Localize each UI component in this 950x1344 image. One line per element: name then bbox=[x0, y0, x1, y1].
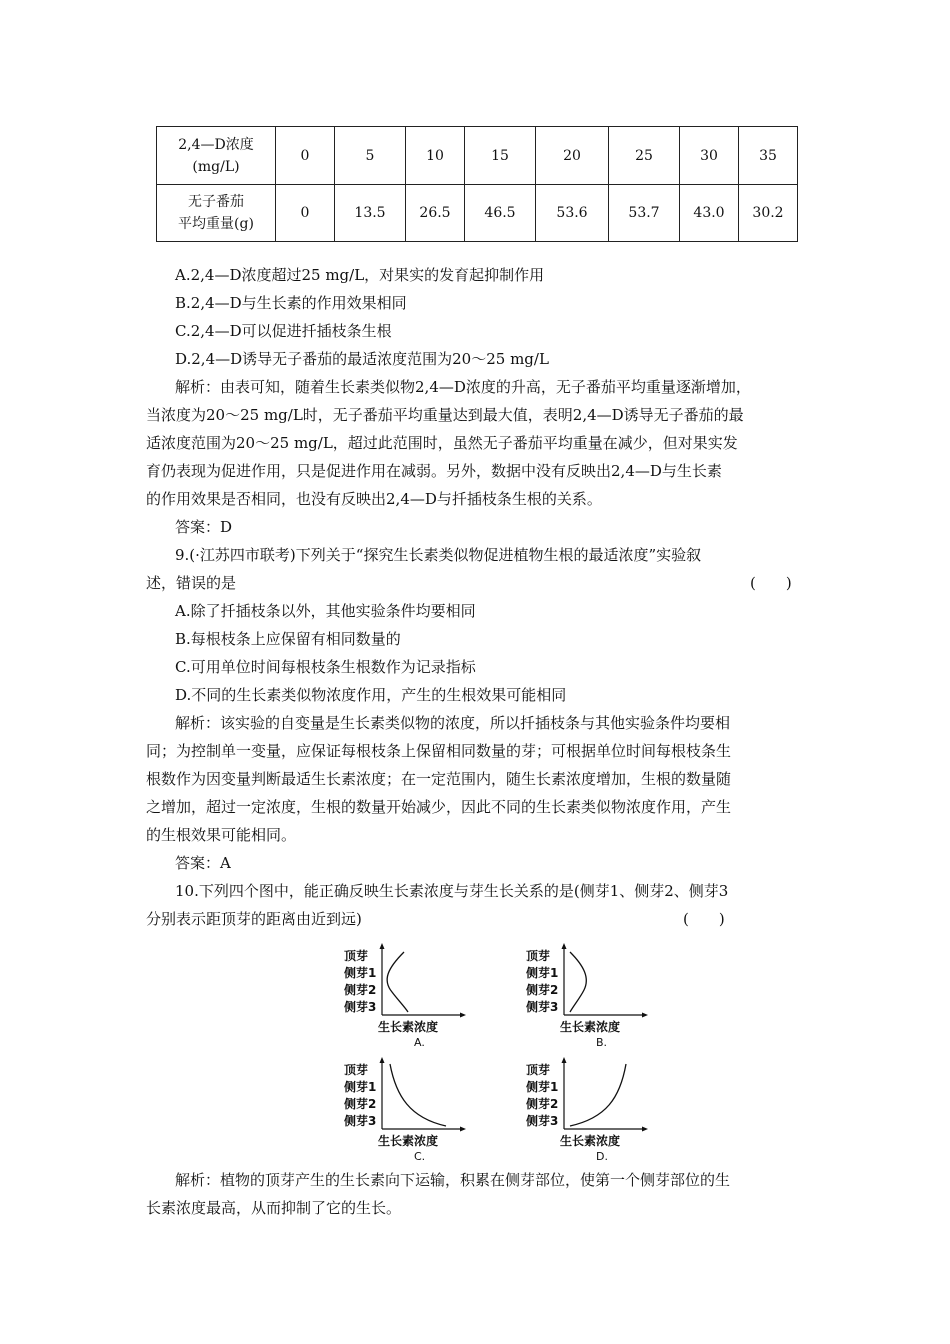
x-axis-arrow bbox=[460, 1127, 466, 1132]
q9-analysis-line: 同；为控制单一变量，应保证每根枝条上保留相同数量的芽；可根据单位时间每根枝条生 bbox=[146, 742, 732, 760]
header-text: (mg/L) bbox=[192, 158, 240, 175]
q9-option-d: D.不同的生长素类似物浓度作用，产生的生根效果可能相同 bbox=[175, 686, 567, 704]
table-cell: 43.0 bbox=[680, 185, 739, 242]
header-text: 2,4—D浓度 bbox=[178, 136, 254, 153]
q10-answer-blank: ( ) bbox=[683, 910, 725, 928]
q9-option-b: B.每根枝条上应保留有相同数量的 bbox=[175, 630, 401, 648]
y-label: 侧芽2 bbox=[526, 983, 559, 997]
q10-stem: 分别表示距顶芽的距离由近到远) bbox=[146, 910, 362, 928]
table-row bbox=[157, 185, 798, 242]
y-label: 顶芽 bbox=[526, 1063, 551, 1077]
table-header-cell bbox=[157, 185, 276, 242]
table-header-cell bbox=[157, 127, 276, 185]
table-cell: 30 bbox=[680, 127, 739, 185]
graph-d bbox=[520, 1056, 650, 1168]
y-axis-arrow bbox=[562, 1057, 567, 1063]
y-axis-arrow bbox=[380, 943, 385, 949]
y-axis-arrow bbox=[380, 1057, 385, 1063]
q9-stem: 9.(·江苏四市联考)下列关于“探究生长素类似物促进植物生根的最适浓度”实验叙 bbox=[175, 546, 702, 564]
y-label: 顶芽 bbox=[344, 949, 369, 963]
table-cell: 53.7 bbox=[609, 185, 680, 242]
x-label: 生长素浓度 bbox=[378, 1020, 439, 1034]
caption-b: B. bbox=[596, 1036, 608, 1049]
q9-option-c: C.可用单位时间每根枝条生根数作为记录指标 bbox=[175, 658, 476, 676]
q8-analysis-line: 解析：由表可知，随着生长素类似物2,4—D浓度的升高，无子番茄平均重量逐渐增加， bbox=[175, 378, 751, 396]
table-cell: 25 bbox=[609, 127, 680, 185]
table-cell: 46.5 bbox=[465, 185, 536, 242]
caption-c: C. bbox=[414, 1150, 426, 1163]
table-cell: 5 bbox=[335, 127, 406, 185]
curve-d bbox=[570, 1064, 626, 1126]
q9-analysis-line: 的生根效果可能相同。 bbox=[146, 826, 297, 844]
q9-stem: 述，错误的是 bbox=[146, 574, 237, 592]
curve-b bbox=[570, 952, 586, 1012]
graph-c bbox=[338, 1056, 468, 1168]
header-text: 无子番茄 bbox=[188, 194, 244, 210]
x-axis-arrow bbox=[642, 1013, 648, 1018]
header-text: 平均重量(g) bbox=[178, 216, 254, 232]
x-label: 生长素浓度 bbox=[560, 1134, 621, 1148]
caption-d: D. bbox=[596, 1150, 608, 1163]
q10-analysis-line: 长素浓度最高，从而抑制了它的生长。 bbox=[146, 1199, 402, 1217]
table-cell: 53.6 bbox=[536, 185, 609, 242]
graph-b bbox=[520, 942, 650, 1054]
q9-analysis-line: 根数作为因变量判断最适生长素浓度；在一定范围内，随生长素浓度增加，生根的数量随 bbox=[146, 770, 732, 788]
table-cell: 35 bbox=[739, 127, 798, 185]
y-axis-arrow bbox=[562, 943, 567, 949]
q8-option-a: A.2,4—D浓度超过25 mg/L，对果实的发育起抑制作用 bbox=[175, 266, 545, 284]
q9-option-a: A.除了扦插枝条以外，其他实验条件均要相同 bbox=[175, 602, 476, 620]
table-cell: 15 bbox=[465, 127, 536, 185]
curve-c bbox=[390, 1064, 446, 1126]
x-axis-arrow bbox=[460, 1013, 466, 1018]
x-label: 生长素浓度 bbox=[378, 1134, 439, 1148]
q10-analysis-line: 解析：植物的顶芽产生的生长素向下运输，积累在侧芽部位，使第一个侧芽部位的生 bbox=[175, 1171, 731, 1189]
table-cell: 30.2 bbox=[739, 185, 798, 242]
y-label: 顶芽 bbox=[344, 1063, 369, 1077]
q8-option-c: C.2,4—D可以促进扦插枝条生根 bbox=[175, 322, 392, 340]
q8-analysis-line: 的作用效果是否相同，也没有反映出2,4—D与扦插枝条生根的关系。 bbox=[146, 490, 602, 508]
y-label: 侧芽1 bbox=[526, 966, 559, 980]
q8-analysis-line: 育仍表现为促进作用，只是促进作用在减弱。另外，数据中没有反映出2,4—D与生长素 bbox=[146, 462, 722, 480]
y-label: 侧芽3 bbox=[526, 1114, 559, 1128]
y-label: 侧芽3 bbox=[344, 1000, 377, 1014]
table-cell: 0 bbox=[276, 185, 335, 242]
q10-stem: 10.下列四个图中，能正确反映生长素浓度与芽生长关系的是(侧芽1、侧芽2、侧芽3 bbox=[175, 882, 729, 900]
table-cell: 0 bbox=[276, 127, 335, 185]
curve-a bbox=[387, 952, 408, 1012]
y-label: 侧芽3 bbox=[526, 1000, 559, 1014]
y-label: 侧芽1 bbox=[526, 1080, 559, 1094]
y-label: 侧芽3 bbox=[344, 1114, 377, 1128]
x-label: 生长素浓度 bbox=[560, 1020, 621, 1034]
y-label: 侧芽1 bbox=[344, 1080, 377, 1094]
table-cell: 13.5 bbox=[335, 185, 406, 242]
q9-analysis-line: 解析：该实验的自变量是生长素类似物的浓度，所以扦插枝条与其他实验条件均要相 bbox=[175, 714, 731, 732]
x-axis-arrow bbox=[642, 1127, 648, 1132]
q8-option-b: B.2,4—D与生长素的作用效果相同 bbox=[175, 294, 407, 312]
q9-answer: 答案：A bbox=[175, 854, 231, 872]
y-label: 侧芽2 bbox=[344, 1097, 377, 1111]
concentration-weight-table bbox=[156, 126, 798, 242]
q9-answer-blank: ( ) bbox=[750, 574, 792, 592]
y-label: 侧芽1 bbox=[344, 966, 377, 980]
caption-a: A. bbox=[414, 1036, 425, 1049]
table-cell: 10 bbox=[406, 127, 465, 185]
table-row bbox=[157, 127, 798, 185]
q8-analysis-line: 适浓度范围为20～25 mg/L，超过此范围时，虽然无子番茄平均重量在减少，但对果实发 bbox=[146, 434, 738, 452]
table-cell: 26.5 bbox=[406, 185, 465, 242]
y-label: 顶芽 bbox=[526, 949, 551, 963]
q9-analysis-line: 之增加，超过一定浓度，生根的数量开始减少，因此不同的生长素类似物浓度作用，产生 bbox=[146, 798, 732, 816]
graph-a bbox=[338, 942, 468, 1054]
q8-analysis-line: 当浓度为20～25 mg/L时，无子番茄平均重量达到最大值，表明2,4—D诱导无子番茄的最 bbox=[146, 406, 744, 424]
q8-option-d: D.2,4—D诱导无子番茄的最适浓度范围为20～25 mg/L bbox=[175, 350, 549, 368]
y-label: 侧芽2 bbox=[344, 983, 377, 997]
q8-answer: 答案：D bbox=[175, 518, 233, 536]
table-cell: 20 bbox=[536, 127, 609, 185]
y-label: 侧芽2 bbox=[526, 1097, 559, 1111]
